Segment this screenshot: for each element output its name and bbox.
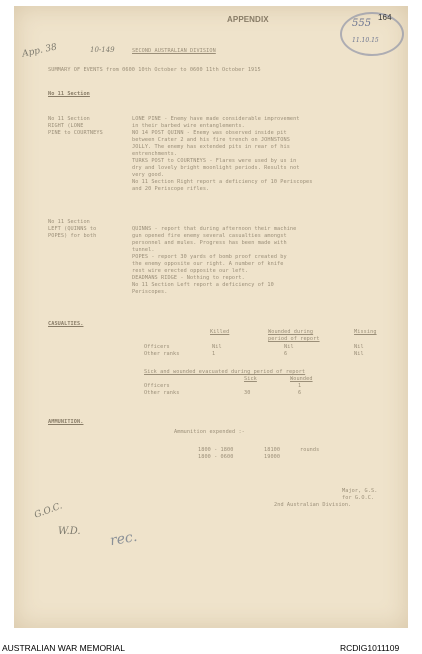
col-wounded-sub: period of report — [268, 336, 320, 342]
stamp-date: 11.10.15 — [352, 37, 379, 44]
col-wounded: Wounded during — [268, 329, 314, 335]
signature-for: for G.O.C. — [342, 495, 375, 501]
body-line: entrenchments. — [132, 151, 178, 157]
handwritten-initials: G.O.C. — [33, 501, 64, 521]
body-line: gun opened fire enemy several casualties amongst — [132, 233, 287, 239]
folio-number: 164 — [378, 13, 392, 22]
document-page — [14, 6, 408, 628]
cell: Nil — [284, 344, 294, 350]
ammunition-heading: AMMUNITION. — [48, 419, 84, 425]
handwritten-mark: W.D. — [58, 526, 81, 537]
body-line: TURKS POST to COURTNEYS - Flares were used by us in — [132, 158, 297, 164]
ammunition-expended: Ammunition expended :- — [174, 429, 245, 435]
handwritten-scrawl: rec. — [108, 528, 139, 550]
left-label-6: POPES) for both — [48, 233, 97, 239]
col-sub-wounded: Wounded — [290, 376, 313, 382]
col-missing: Missing — [354, 329, 377, 335]
ammo-period: 1800 - 0600 — [198, 454, 234, 460]
body-line: between Crater 2 and his fire trench on JOHNSTONS — [132, 137, 290, 143]
signature-division: 2nd Australian Division. — [274, 502, 352, 508]
body-line: Periscopes. — [132, 289, 168, 295]
cell: Nil — [354, 351, 364, 357]
ammo-count: 18100 — [264, 447, 281, 453]
body-line: and 20 Periscope rifles. — [132, 186, 210, 192]
cell: 6 — [284, 351, 288, 357]
ammo-unit: rounds — [300, 447, 320, 453]
left-label-1: No 11 Section — [48, 116, 90, 122]
col-sub-killed: Sick — [244, 376, 257, 382]
row-officers: Officers — [144, 344, 170, 350]
cell: 1 — [298, 383, 302, 389]
left-label-4: No 11 Section — [48, 219, 90, 225]
cell: Nil — [212, 344, 222, 350]
stamp-number: 555 — [352, 18, 372, 29]
archive-credit: AUSTRALIAN WAR MEMORIAL — [2, 643, 125, 653]
casualty-subheading: Sick and wounded evacuated during period of report — [144, 369, 306, 375]
ammo-count: 19000 — [264, 454, 281, 460]
body-line: DEADMANS RIDGE - Nothing to report. — [132, 275, 245, 281]
body-line: NO 14 POST QUINN - Enemy was observed inside pit — [132, 130, 287, 136]
col-killed: Killed — [210, 329, 230, 335]
left-label-5: LEFT (QUINNS to — [48, 226, 97, 232]
appendix-heading: APPENDIX — [227, 15, 269, 24]
body-line: POPES - report 30 yards of bomb proof created by — [132, 254, 287, 260]
cell: 1 — [212, 351, 216, 357]
body-line: dry and lovely bright moonlight periods. Results not — [132, 165, 300, 171]
row-other-ranks: Other ranks — [144, 351, 180, 357]
row-officers: Officers — [144, 383, 170, 389]
body-line: in their barbed wire entanglements. — [132, 123, 245, 129]
body-line: rest wire erected opposite our left. — [132, 268, 249, 274]
summary-line: SUMMARY OF EVENTS from 0600 10th October to 0600 11th October 1915 — [48, 67, 261, 73]
left-label-2: RIGHT (LONE — [48, 123, 84, 129]
body-line: LONE PINE - Enemy have made considerable improvement — [132, 116, 300, 122]
body-line: No 11 Section Right report a deficiency of 10 Periscopes — [132, 179, 313, 185]
cell: Nil — [354, 344, 364, 350]
cell: 30 — [244, 390, 251, 396]
body-line: QUINNS - report that during afternoon their machine — [132, 226, 297, 232]
receipt-stamp — [340, 12, 404, 56]
handwritten-reference: App. 38 — [21, 42, 58, 60]
body-line: No 11 Section Left report a deficiency of 10 — [132, 282, 274, 288]
ammo-period: 1800 - 1800 — [198, 447, 234, 453]
record-id: RCDIG1011109 — [340, 643, 400, 653]
casualties-heading: CASUALTIES. — [48, 321, 84, 327]
body-line: personnel and mules. Progress has been made with — [132, 240, 287, 246]
row-other-ranks: Other ranks — [144, 390, 180, 396]
cell: 6 — [298, 390, 302, 396]
body-line: the enemy opposite our right. A number of knife — [132, 261, 284, 267]
section-heading: No 11 Section — [48, 91, 90, 97]
handwritten-number: 10-149 — [90, 46, 115, 54]
left-label-3: PINE to COURTNEYS — [48, 130, 103, 136]
body-line: very good. — [132, 172, 165, 178]
body-line: tunnel. — [132, 247, 155, 253]
document-title: SECOND AUSTRALIAN DIVISION — [132, 48, 216, 54]
signature-rank: Major, G.S. — [342, 488, 378, 494]
body-line: JOLLY. The enemy has extended pits in rear of his — [132, 144, 290, 150]
